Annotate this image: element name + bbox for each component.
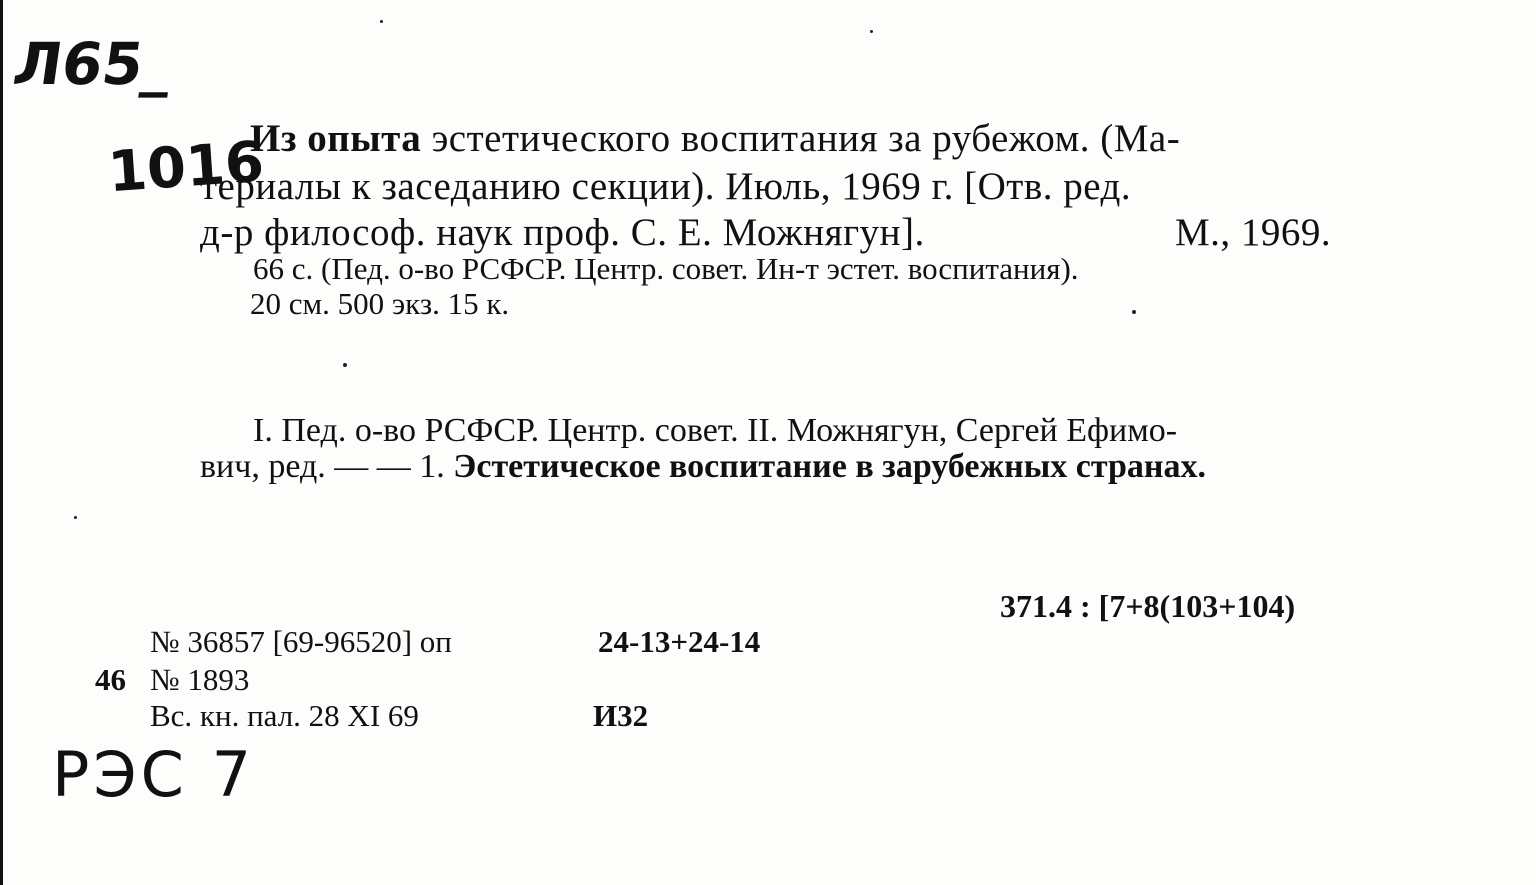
scan-speck (343, 363, 347, 367)
entry-line-3 (200, 210, 1332, 255)
tracing-editor: вич, ред. — — 1. (200, 448, 445, 485)
footer-row-3-left: Вс. кн. пал. 28 XI 69 (150, 698, 419, 733)
scan-speck (1132, 310, 1136, 314)
entry-line-2: териалы к заседанию секции). Июль, 1969 г. [Отв. ред. (200, 165, 1132, 208)
scan-speck (74, 516, 77, 519)
handwritten-shelf-mark: Л65_ (9, 30, 177, 98)
tracing-line-1: I. Пед. о-во РСФСР. Центр. совет. II. Можнягун, Сергей Ефимо- (253, 412, 1178, 449)
tracing-line-2 (200, 448, 1206, 486)
entry-line-4: 66 с. (Пед. о-во РСФСР. Центр. совет. Ин-т эстет. воспитания). (253, 251, 1079, 286)
entry-line-1 (250, 116, 1180, 161)
footer-row-3-right: И32 (593, 698, 649, 733)
scan-speck (870, 30, 873, 33)
footer-row-1-left: № 36857 [69-96520] оп (150, 624, 452, 659)
card-edge (0, 0, 3, 885)
entry-title-heading: Из опыта (250, 117, 422, 160)
handwritten-note: РЭС 7 (52, 738, 256, 811)
scan-speck (380, 20, 383, 23)
entry-line-5: 20 см. 500 экз. 15 к. (250, 286, 510, 321)
handwritten-card-number: 1016 (105, 129, 266, 206)
footer-row-2-num-value: № 1893 (150, 662, 250, 697)
udc-classification: 371.4 : [7+8(103+104) (1000, 588, 1296, 624)
entry-title-rest: эстетического воспитания за рубежом. (Ма- (421, 117, 1181, 160)
entry-imprint: М., 1969. (1175, 211, 1332, 254)
footer-row-1-right: 24-13+24-14 (598, 624, 761, 659)
tracing-subject: Эстетическое воспитание в зарубежных странах. (444, 448, 1206, 485)
entry-editor: д-р философ. наук проф. С. Е. Можнягун]. (200, 211, 925, 254)
footer-row-2-num: 46 (95, 662, 126, 697)
